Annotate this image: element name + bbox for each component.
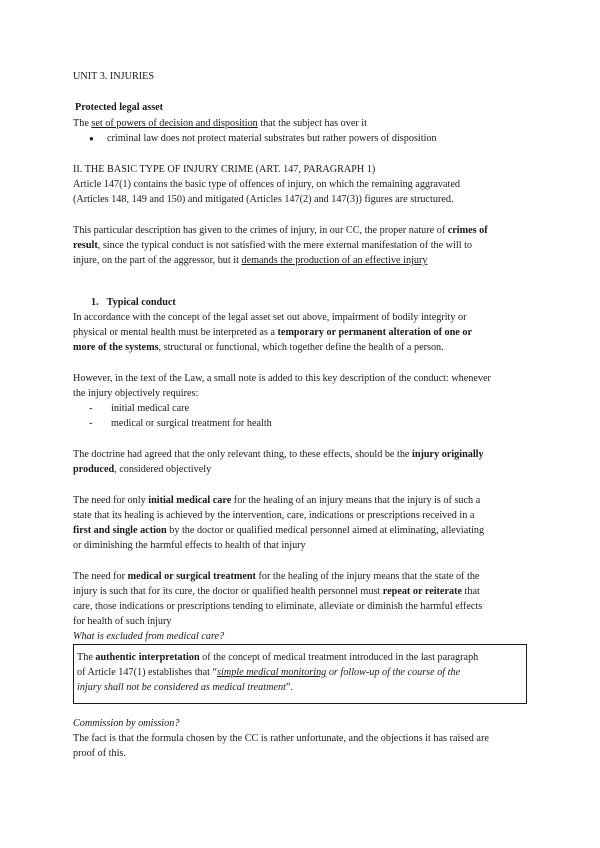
omission-line2: proof of this. xyxy=(73,748,126,759)
conduct-p1-line3: more of the systems, structural or functional, which together define the health of a person. xyxy=(73,342,444,353)
box-line2: of Article 147(1) establishes that “simple medical monitoring or follow-up of the course of the xyxy=(77,667,461,678)
excluded-heading: What is excluded from medical care? xyxy=(73,631,225,642)
omission-heading: Commission by omission? xyxy=(73,718,180,729)
conduct-p5-line2: injury is such that for its cure, the doctor or qualified health personnel must repeat or reiterate that xyxy=(73,586,480,597)
conduct-p5-line1: The need for medical or surgical treatment for the healing of the injury means that the state of the xyxy=(73,571,480,582)
conduct-p4-line1: The need for only initial medical care for the healing of an injury means that the injury is of such a xyxy=(73,495,481,506)
box-line1: The authentic interpretation of the concept of medical treatment introduced in the last paragraph xyxy=(77,652,479,663)
conduct-p1-line2: physical or mental health must be interpreted as a temporary or permanent alteration of one or xyxy=(73,327,472,338)
section-2-p2-line3: injure, on the part of the aggressor, but it demands the production of an effective injury xyxy=(73,255,428,266)
omission-line1: The fact is that the formula chosen by the CC is rather unfortunate, and the objections it has raised are xyxy=(73,733,489,744)
conduct-p2-line2: the injury objectively requires: xyxy=(73,388,199,399)
unit-title: UNIT 3. INJURIES xyxy=(73,71,155,82)
box-line3: injury shall not be considered as medical treatment”. xyxy=(77,682,293,693)
conduct-p5-line4: for health of such injury xyxy=(73,616,172,627)
section-2-p1-line2: (Articles 148, 149 and 150) and mitigated (Articles 147(2) and 147(3)) figures are structured. xyxy=(73,194,454,205)
section-2-p2-line2: result, since the typical conduct is not satisfied with the mere external manifestation of the will to xyxy=(73,240,473,251)
conduct-p4-line3: first and single action by the doctor or qualified medical personnel aimed at eliminating, alleviating xyxy=(73,525,485,536)
section-2-p2-line1: This particular description has given to the crimes of injury, in our CC, the proper nature of crimes of xyxy=(73,225,488,236)
section-2-p1-line1: Article 147(1) contains the basic type of offences of injury, on which the remaining aggravated xyxy=(73,179,460,190)
dash-icon: - xyxy=(89,418,93,429)
conduct-p4-line2: state that its healing is achieved by the intervention, care, indications or prescriptions received in a xyxy=(73,510,475,521)
conduct-p1-line1: In accordance with the concept of the legal asset set out above, impairment of bodily integrity or xyxy=(73,312,467,323)
typical-conduct-heading: 1. Typical conduct xyxy=(91,297,176,308)
protected-asset-heading: Protected legal asset xyxy=(75,102,164,113)
conduct-p5-line3: care, those indications or prescriptions tending to eliminate, alleviate or diminish the harmful effects xyxy=(73,601,483,612)
protected-asset-line: The set of powers of decision and disposition that the subject has over it xyxy=(73,118,367,129)
bullet-icon: ● xyxy=(89,134,94,143)
conduct-p4-line4: or diminishing the harmful effects to health of that injury xyxy=(73,540,306,551)
conduct-p2-line1: However, in the text of the Law, a small note is added to this key description of the conduct: whenever xyxy=(73,373,491,384)
dash-icon: - xyxy=(89,403,93,414)
section-2-heading: II. THE BASIC TYPE OF INJURY CRIME (ART. 147, PARAGRAPH 1) xyxy=(73,164,376,175)
conduct-p3-line1: The doctrine had agreed that the only relevant thing, to these effects, should be the injury originally xyxy=(73,449,484,460)
conduct-p3-line2: produced, considered objectively xyxy=(73,464,212,475)
